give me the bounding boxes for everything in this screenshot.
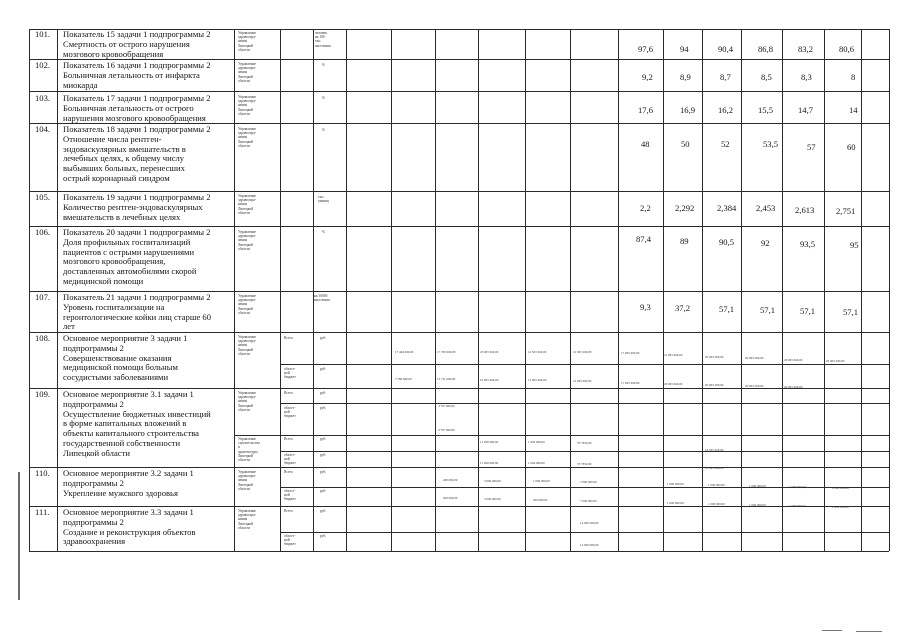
value: 93,5: [800, 239, 816, 249]
unit: руб.: [320, 391, 327, 395]
unit: руб.: [320, 453, 327, 457]
row-title: Показатель 19 задачи 1 подпрограммы 2 Количество рентген-эндоваскулярных вмешательств в лечебных целях: [63, 192, 211, 222]
row-title: Основное мероприятие 3.3 задачи 1 подпрограммы 2 Создание и реконструкция объектов здравоохранения: [63, 507, 196, 547]
unit: руб.: [320, 367, 327, 371]
funding-source: област- ной бюджет: [284, 534, 296, 547]
funding-source: Всего: [284, 391, 293, 395]
responsible-org: Управление здравоохра- нения Липецкой области: [238, 31, 257, 52]
row-title: Основное мероприятие 3.1 задачи 1 подпрограммы 2 Осуществление бюджетных инвестиций в форме капитальных вложений в объекты капитального строительства государственной собственности Липецкой области: [63, 389, 211, 458]
unit: %: [322, 96, 325, 100]
value: 16,2: [718, 105, 734, 115]
value: 2,2: [640, 203, 651, 213]
unit: %: [322, 128, 325, 132]
value: 57,1: [719, 304, 735, 314]
row-title: Основное мероприятие 3 задачи 1 подпрограммы 2 Совершенствование оказания медицинской помощи больным сосудистыми заболеваниями: [63, 333, 188, 383]
funding-source: Всего: [284, 437, 293, 441]
value: 83,2: [798, 44, 814, 54]
value: 90,4: [718, 44, 734, 54]
row-number: 104.: [35, 124, 51, 134]
value: 14,7: [798, 105, 814, 115]
value: 2,751: [836, 206, 856, 216]
responsible-org: Управление здравоохра- нения Липецкой области: [238, 95, 257, 116]
row-title: Показатель 15 задачи 1 подпрограммы 2 Смертность от острого нарушения мозгового кровообращения: [63, 29, 211, 59]
value: 9,2: [642, 72, 653, 82]
unit: руб.: [320, 406, 327, 410]
corner-mark: [856, 631, 882, 632]
value: 94: [680, 44, 689, 54]
value: 8: [851, 72, 856, 82]
unit: руб.: [320, 437, 327, 441]
unit: руб.: [320, 470, 327, 474]
responsible-org: Управление здравоохра- нения Липецкой области: [238, 230, 257, 251]
responsible-org: Управление здравоохра- нения Липецкой области: [238, 194, 257, 215]
responsible-org: Управление строительства и архитектуры Липецкой области: [238, 437, 260, 463]
value: 57,1: [760, 305, 776, 315]
row-number: 105.: [35, 192, 51, 202]
unit: руб.: [320, 534, 327, 538]
value: 95: [850, 240, 859, 250]
row-number: 107.: [35, 292, 51, 302]
funding-source: Всего: [284, 336, 293, 340]
funding-source: Всего: [284, 509, 293, 513]
unit: человек на 100 тыс. населения: [315, 31, 331, 48]
row-title: Показатель 16 задачи 1 подпрограммы 2 Больничная летальность от инфаркта миокарда: [63, 60, 211, 90]
funding-source: област- ной бюджет: [284, 406, 296, 419]
responsible-org: Управление здравоохра- нения Липецкой области: [238, 335, 257, 356]
funding-source: област- ной бюджет: [284, 367, 296, 380]
row-number: 101.: [35, 29, 51, 39]
funding-source: област- ной бюджет: [284, 453, 296, 466]
value: 37,2: [675, 303, 691, 313]
row-title: Основное мероприятие 3.2 задачи 1 подпрограммы 2 Укрепление мужского здоровья: [63, 468, 194, 498]
value: 2,453: [756, 203, 776, 213]
row-title: Показатель 21 задачи 1 подпрограммы 2 Уровень госпитализации на геронтологические койки лиц старше 60 лет: [63, 292, 212, 332]
responsible-org: Управление здравоохра- нения Липецкой области: [238, 509, 257, 530]
row-title: Показатель 20 задачи 1 подпрограммы 2 Доля профильных госпитализаций пациентов с острыми нарушениями мозгового кровообращения, доставленных автомобилями скорой медицинской помощи: [63, 227, 211, 286]
value: 57,1: [843, 307, 859, 317]
value: 97,6: [638, 44, 654, 54]
unit: тыс. единиц: [318, 195, 330, 204]
value: 50: [681, 139, 690, 149]
value: 8,9: [680, 72, 691, 82]
value: 8,3: [801, 72, 812, 82]
value: 92: [761, 238, 770, 248]
responsible-org: Управление здравоохра- нения Липецкой области: [238, 391, 257, 412]
row-number: 103.: [35, 93, 51, 103]
value: 2,384: [717, 203, 737, 213]
row-title: Показатель 18 задачи 1 подпрограммы 2 Отношение числа рентген- эндоваскулярных вмешательств в лечебных целях, к общему числу выбывших больных, перенесших острый коронарный синдром: [63, 124, 211, 183]
value: 48: [641, 139, 650, 149]
value: 53,5: [763, 139, 779, 149]
value: 8,7: [720, 72, 731, 82]
funding-source: област- ной бюджет: [284, 489, 296, 502]
value: 17,6: [638, 105, 654, 115]
responsible-org: Управление здравоохра- нения Липецкой области: [238, 62, 257, 83]
funding-source: Всего: [284, 470, 293, 474]
responsible-org: Управление здравоохра- нения Липецкой области: [238, 294, 257, 315]
value: 52: [721, 139, 730, 149]
value: 89: [680, 236, 689, 246]
value: 90,5: [719, 237, 735, 247]
unit: руб.: [320, 489, 327, 493]
unit: %: [322, 63, 325, 67]
value: 14: [849, 105, 858, 115]
value: 60: [847, 142, 856, 152]
unit: руб.: [320, 336, 327, 340]
value: 2,292: [675, 203, 695, 213]
unit: %: [322, 230, 325, 234]
row-number: 106.: [35, 227, 51, 237]
corner-mark: [822, 630, 842, 631]
unit: руб.: [320, 509, 327, 513]
left-margin-artifact: [18, 472, 20, 600]
value: 87,4: [636, 234, 652, 244]
value: 15,5: [758, 105, 774, 115]
value: 86,8: [758, 44, 774, 54]
value: 9,3: [640, 302, 651, 312]
row-number: 109.: [35, 389, 51, 399]
value: 57,1: [800, 306, 816, 316]
unit: на 10000 населения: [314, 294, 330, 303]
value: 2,613: [795, 205, 815, 215]
value: 80,6: [839, 44, 855, 54]
row-number: 111.: [35, 507, 50, 517]
value: 8,5: [761, 72, 772, 82]
row-title: Показатель 17 задачи 1 подпрограммы 2 Больничная летальность от острого нарушения мозгового кровообращения: [63, 93, 211, 123]
value: 57: [807, 142, 816, 152]
responsible-org: Управление здравоохра- нения Липецкой области: [238, 470, 257, 491]
responsible-org: Управление здравоохра- нения Липецкой области: [238, 127, 257, 148]
row-number: 110.: [35, 468, 50, 478]
value: 16,9: [680, 105, 696, 115]
row-number: 108.: [35, 333, 51, 343]
row-number: 102.: [35, 60, 51, 70]
